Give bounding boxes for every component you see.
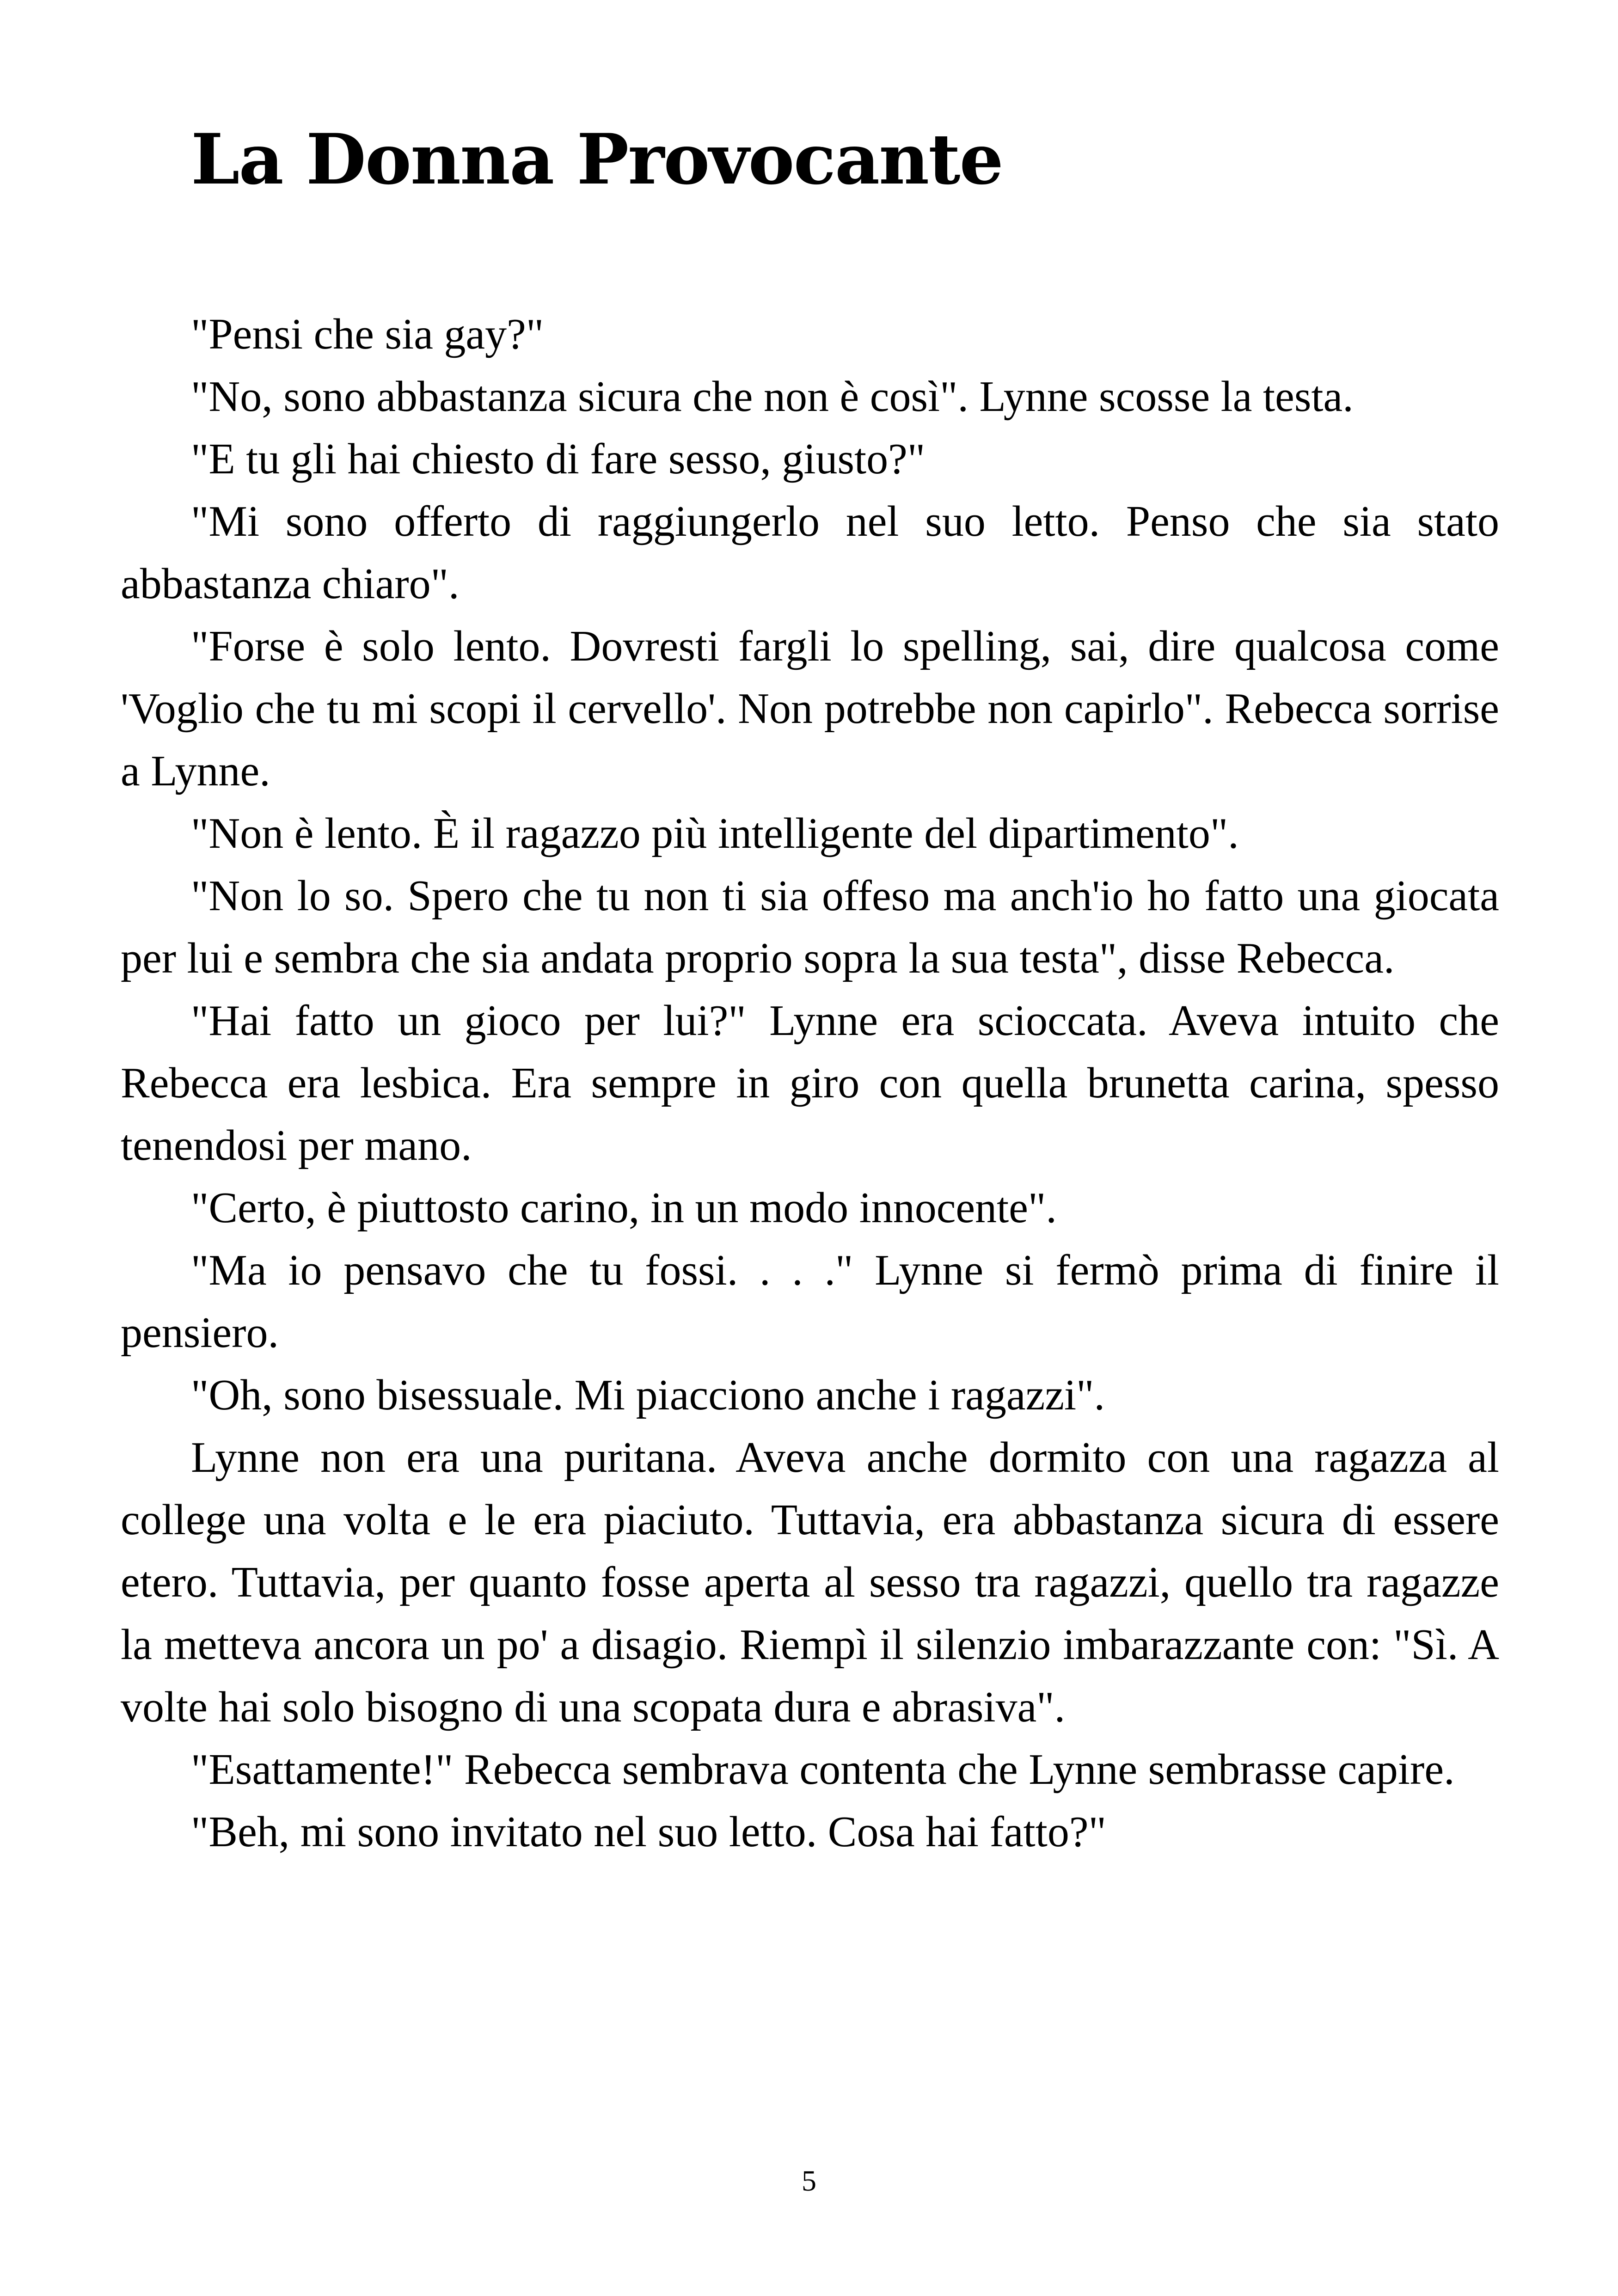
paragraph: "Ma io pensavo che tu fossi. . . ." Lynne si fermò prima di finire il pensiero. (121, 1246, 1499, 1357)
paragraph: "Certo, è piuttosto carino, in un modo innocente". (191, 1184, 1057, 1232)
paragraph: "Hai fatto un gioco per lui?" Lynne era scioccata. Aveva intuito che Rebecca era lesbica. Era sempre in giro con quella brunetta carina, spesso tenendosi per mano. (121, 997, 1499, 1169)
chapter-body (121, 303, 1499, 1863)
paragraph: "Mi sono offerto di raggiungerlo nel suo letto. Penso che sia stato abbastanza chiaro". (121, 497, 1499, 608)
paragraph: Lynne non era una puritana. Aveva anche dormito con una ragazza al college una volta e le era piaciuto. Tuttavia, era abbastanza sicura di essere etero. Tuttavia, per quanto fosse aperta al sesso tra ragazzi, quello tra ragazze la metteva ancora un po' a disagio. Riempì il silenzio imbarazzante con: "Sì. A volte hai solo bisogno di una scopata dura e abrasiva". (121, 1433, 1499, 1731)
paragraph: "Pensi che sia gay?" (191, 310, 544, 358)
chapter-title: La Donna Provocante (191, 119, 1003, 200)
paragraph: "No, sono abbastanza sicura che non è così". Lynne scosse la testa. (191, 373, 1354, 421)
paragraph: "Esattamente!" Rebecca sembrava contenta che Lynne sembrasse capire. (191, 1745, 1455, 1794)
paragraph: "E tu gli hai chiesto di fare sesso, giusto?" (191, 435, 925, 483)
paragraph: "Non lo so. Spero che tu non ti sia offeso ma anch'io ho fatto una giocata per lui e sembra che sia andata proprio sopra la sua testa", disse Rebecca. (121, 872, 1499, 982)
page-number: 5 (802, 2164, 816, 2197)
paragraph: "Oh, sono bisessuale. Mi piacciono anche i ragazzi". (191, 1371, 1105, 1419)
paragraph: "Non è lento. È il ragazzo più intelligente del dipartimento". (191, 809, 1239, 857)
paragraph: "Forse è solo lento. Dovresti fargli lo spelling, sai, dire qualcosa come 'Voglio che tu mi scopi il cervello'. Non potrebbe non capirlo". Rebecca sorrise a Lynne. (121, 622, 1499, 795)
paragraph: "Beh, mi sono invitato nel suo letto. Cosa hai fatto?" (191, 1808, 1106, 1856)
